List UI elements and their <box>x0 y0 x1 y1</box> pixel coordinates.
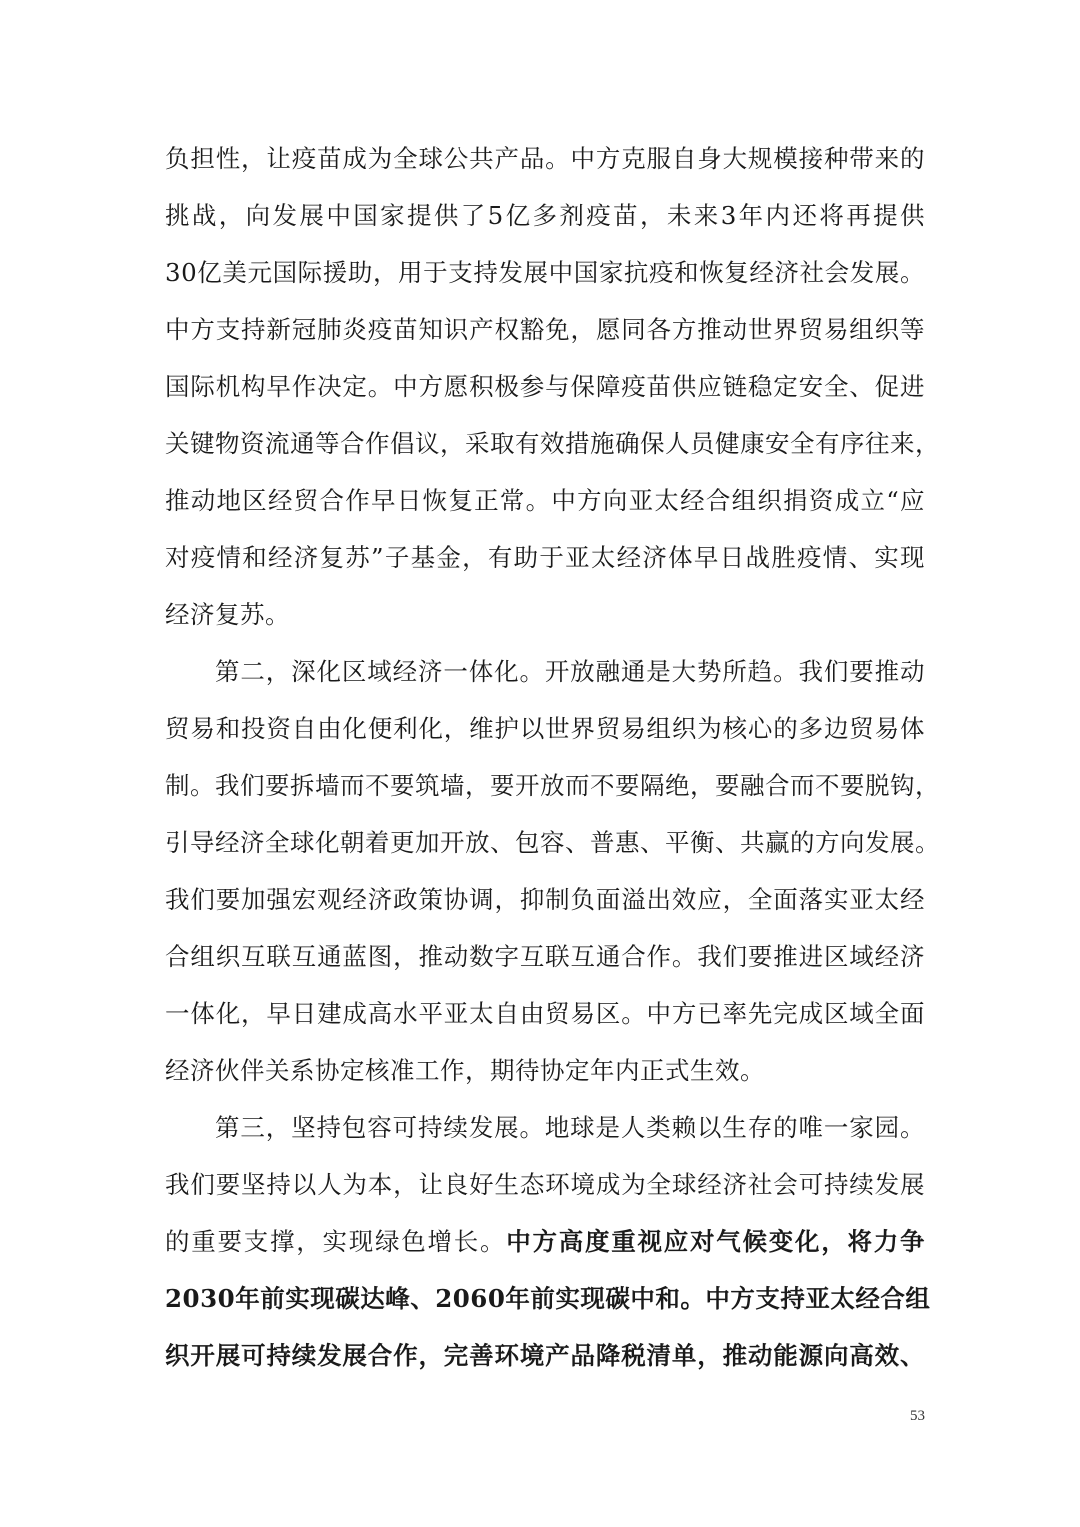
text-line: 中方支持新冠肺炎疫苗知识产权豁免，愿同各方推动世界贸易组织等 <box>165 315 925 344</box>
bold-text-line: 织开展可持续发展合作，完善环境产品降税清单，推动能源向高效、 <box>165 1341 925 1370</box>
text-line: 30亿美元国际援助，用于支持发展中国家抗疫和恢复经济社会发展。 <box>165 258 925 287</box>
paragraph-3 <box>165 1099 931 1384</box>
text-line: 第三，坚持包容可持续发展。地球是人类赖以生存的唯一家园。 <box>215 1113 925 1142</box>
text-line <box>165 1213 925 1270</box>
text-segment: 的重要支撑，实现绿色增长。 <box>165 1227 507 1256</box>
text-line: 制。我们要拆墙而不要筑墙，要开放而不要隔绝，要融合而不要脱钩， <box>165 771 940 800</box>
text-line: 国际机构早作决定。中方愿积极参与保障疫苗供应链稳定安全、促进 <box>165 372 925 401</box>
text-line: 推动地区经贸合作早日恢复正常。中方向亚太经合组织捐资成立“应 <box>165 486 925 515</box>
text-line: 贸易和投资自由化便利化，维护以世界贸易组织为核心的多边贸易体 <box>165 714 925 743</box>
text-line: 经济复苏。 <box>165 600 290 629</box>
text-line: 引导经济全球化朝着更加开放、包容、普惠、平衡、共赢的方向发展。 <box>165 828 940 857</box>
text-line: 我们要坚持以人为本，让良好生态环境成为全球经济社会可持续发展 <box>165 1170 925 1199</box>
text-line: 经济伙伴关系协定核准工作，期待协定年内正式生效。 <box>165 1056 765 1085</box>
bold-text-line: 2030年前实现碳达峰、2060年前实现碳中和。中方支持亚太经合组 <box>165 1284 931 1313</box>
body-text <box>165 130 940 1384</box>
bold-text-segment: 中方高度重视应对气候变化，将力争 <box>506 1227 925 1256</box>
paragraph-1 <box>165 130 940 643</box>
text-line: 挑战，向发展中国家提供了5亿多剂疫苗，未来3年内还将再提供 <box>165 201 925 230</box>
page-number: 53 <box>910 1408 925 1424</box>
text-line: 我们要加强宏观经济政策协调，抑制负面溢出效应，全面落实亚太经 <box>165 885 925 914</box>
text-line: 负担性，让疫苗成为全球公共产品。中方克服自身大规模接种带来的 <box>165 144 925 173</box>
text-line: 对疫情和经济复苏”子基金，有助于亚太经济体早日战胜疫情、实现 <box>165 543 925 572</box>
text-line: 合组织互联互通蓝图，推动数字互联互通合作。我们要推进区域经济 <box>165 942 925 971</box>
text-line: 关键物资流通等合作倡议，采取有效措施确保人员健康安全有序往来， <box>165 429 940 458</box>
paragraph-2 <box>165 643 940 1099</box>
text-line: 一体化，早日建成高水平亚太自由贸易区。中方已率先完成区域全面 <box>165 999 925 1028</box>
text-line: 第二，深化区域经济一体化。开放融通是大势所趋。我们要推动 <box>215 657 925 686</box>
